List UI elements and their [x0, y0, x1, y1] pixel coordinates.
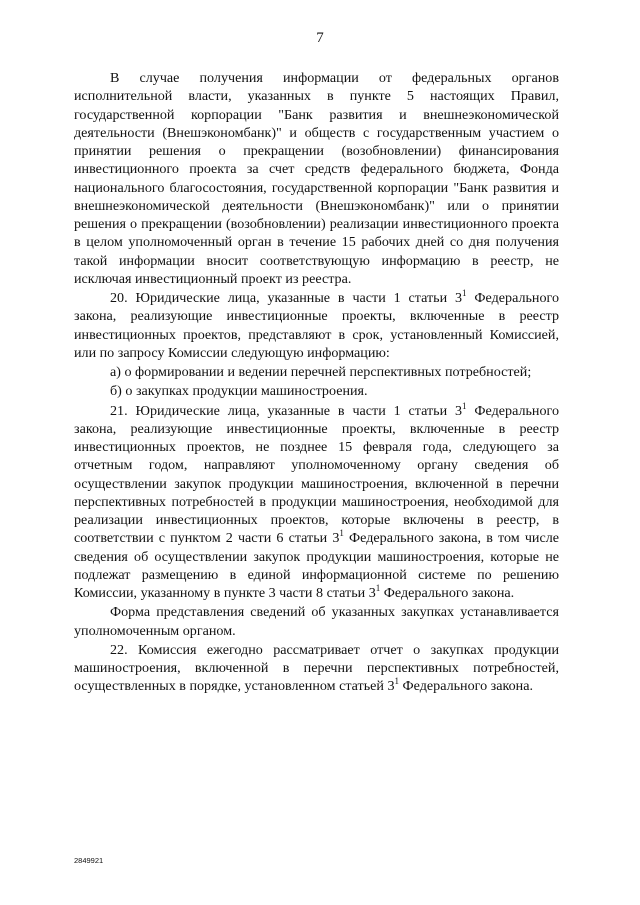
paragraph-text: Федерального закона, реализующие инвестиционные проекты, включенные в реестр инвестиционных проектов, не позднее 15 февраля года, следующего за отчетным годом, направляют уполномоченному органу сведения об осуществлении закупок продукции машиностроения, включенной в перечни перспективных потребностей в продукции машиностроения, необходимой для реализации инвестиционных проектов, которые включены в реестр, в соответствии с пунктом 2 части 6 статьи 3: [74, 402, 559, 547]
paragraph-text: Федерального закона.: [380, 585, 515, 601]
paragraph-text: Федерального закона.: [399, 678, 533, 695]
superscript: 1: [339, 528, 344, 539]
paragraph-text: 20. Юридические лица, указанные в части 1 статьи 3: [110, 290, 463, 306]
paragraph-text: 22. Комиссия ежегодно рассматривает отчет о закупках продукции машиностроения, включенной в перечни перспективных потребностей, осуществленных в порядке, установленном статьей 3: [74, 641, 559, 695]
paragraph-subitem-a: [74, 363, 559, 381]
paragraph-text: В случае получения информации от федеральных органов исполнительной власти, указанных в пункте 5 настоящих Правил, государственной корпорации "Банк развития и внешнеэкономической деятельности (Внешэкономбанк)" и обществ с государственным участием о принятии решения о прекращении (возобновлении) финансирования инвестиционного проекта за счет средств федерального бюджета, Фонда национального благосостояния, государственной корпорации "Банк развития и внешнеэкономической деятельности (Внешэкономбанк)" или о принятии решения о прекращении (возобновлении) реализации инвестиционного проекта в целом уполномоченный орган в течение 15 рабочих дней со дня получения такой информации вносит соответствующую информацию в реестр, не исключая инвестиционный проект из реестра.: [74, 70, 559, 287]
paragraph-subitem-b: [74, 382, 559, 400]
superscript: 1: [394, 676, 400, 687]
paragraph-item-20: [74, 289, 559, 362]
document-body: [74, 69, 559, 696]
paragraph-form: [74, 603, 559, 640]
paragraph-item-21: [74, 402, 559, 603]
paragraph-text: а) о формировании и ведении перечней перспективных потребностей;: [110, 364, 532, 380]
page-number: 7: [316, 30, 324, 46]
superscript: 1: [462, 288, 467, 298]
paragraph-info-receipt: [74, 69, 559, 288]
paragraph-text: 21. Юридические лица, указанные в части 1 статьи 3: [110, 402, 463, 419]
paragraph-item-22: [74, 641, 559, 696]
superscript: 1: [375, 583, 381, 593]
document-code: 2849921: [74, 856, 104, 865]
paragraph-text: б) о закупках продукции машиностроения.: [110, 383, 368, 400]
superscript: 1: [462, 400, 467, 411]
paragraph-text: Форма представления сведений об указанных закупках устанавливается уполномоченным органом.: [74, 604, 559, 639]
paragraph-text: Федерального закона, реализующие инвестиционные проекты, включенные в реестр инвестиционных проектов, представляют в срок, установленный Комиссией, или по запросу Комиссии следующую информацию:: [74, 290, 559, 361]
paragraph-text: Федерального закона, в том числе сведения об осуществлении закупок продукции машиностроения, которые не подлежат размещению в единой информационной системе по решению Комиссии, указанному в пункте 3 части 8 статьи 3: [74, 530, 559, 601]
